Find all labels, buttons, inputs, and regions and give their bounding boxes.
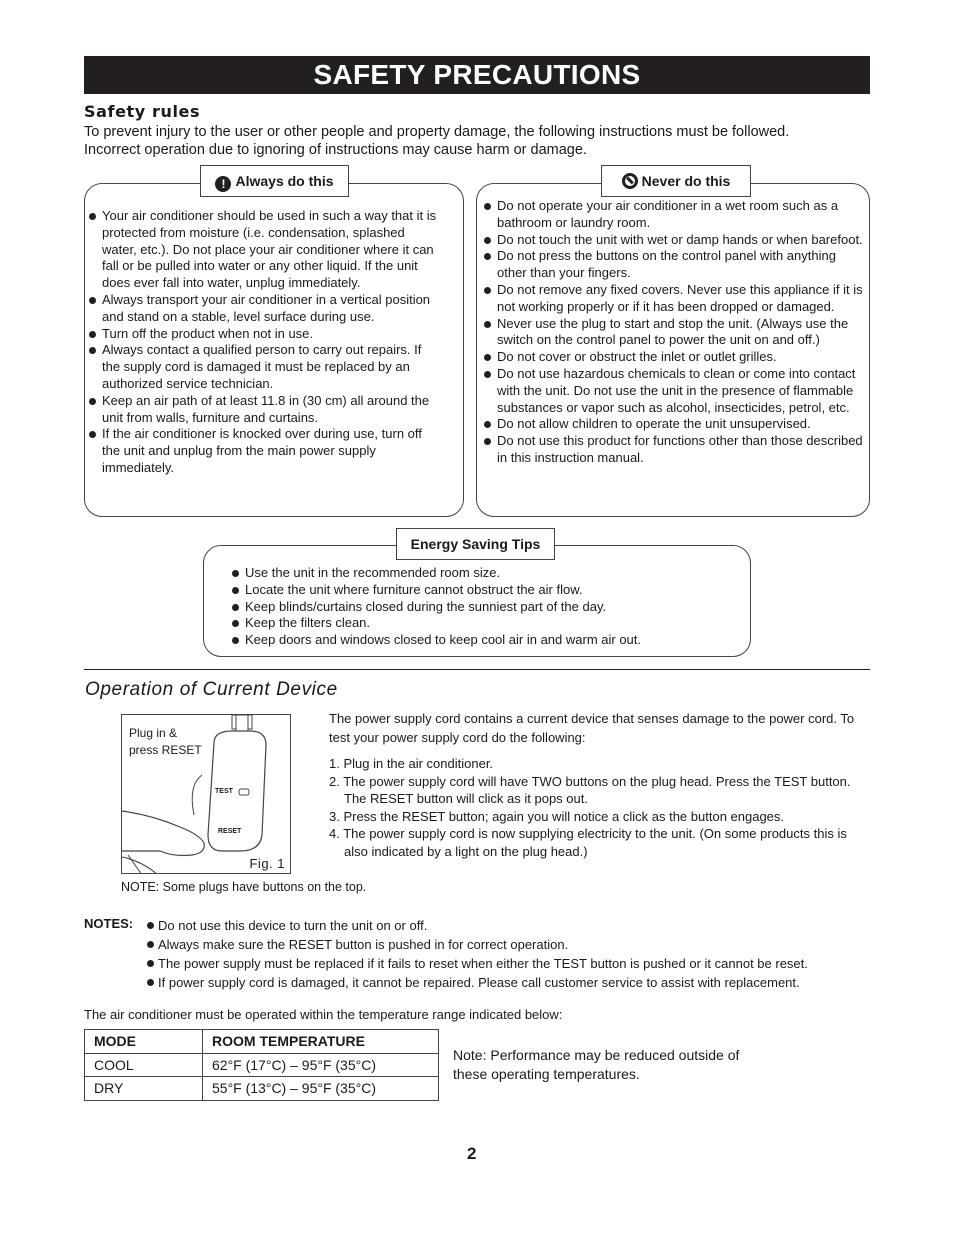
test-button-label: TEST: [215, 788, 233, 795]
list-item: Locate the unit where furniture cannot obstruct the air flow.: [231, 582, 741, 599]
list-item: If the air conditioner is knocked over during use, turn off the unit and unplug from the main power supply immediately.: [88, 426, 438, 476]
list-item: Use the unit in the recommended room size.: [231, 565, 741, 582]
always-do-this-box: [84, 183, 464, 517]
list-item: 4. The power supply cord is now supplying electricity to the unit. (On some products this is also indicated by a light on the plug head.): [329, 826, 847, 859]
table-header-row: [85, 1030, 439, 1054]
always-do-this-label: [200, 165, 349, 197]
plug-figure: [121, 714, 291, 874]
list-item: Do not touch the unit with wet or damp hands or when barefoot.: [483, 232, 869, 249]
list-item: Your air conditioner should be used in such a way that it is protected from moisture (i.e. condensation, splashed water, etc.). Do not place your air conditioner where it can fall or be pulled into water or any other liquid. If the unit does ever fall into water, unplug immediately.: [88, 208, 438, 292]
list-item: Keep the filters clean.: [231, 615, 741, 632]
list-item: The power supply must be replaced if it fails to reset when either the TEST button is pushed or it cannot be reset.: [146, 954, 866, 973]
operation-heading: Operation of Current Device: [85, 679, 338, 700]
list-item: Do not use this device to turn the unit on or off.: [146, 916, 866, 935]
list-item: Turn off the product when not in use.: [88, 326, 438, 343]
operation-description: The power supply cord contains a current device that senses damage to the power cord. To test your power supply cord do the following:: [329, 711, 855, 745]
operation-steps: [329, 755, 869, 860]
list-item: 2. The power supply cord will have TWO buttons on the plug head. Press the TEST button. The RESET button will click as it pops out.: [329, 773, 851, 806]
energy-list: [231, 565, 741, 649]
page-title: SAFETY PRECAUTIONS: [84, 56, 870, 94]
table-row: [85, 1053, 439, 1077]
never-do-this-box: [476, 183, 870, 517]
page-number: 2: [467, 1144, 477, 1163]
list-item: If power supply cord is damaged, it cannot be repaired. Please call customer service to assist with replacement.: [146, 973, 866, 992]
reset-button-label: RESET: [218, 828, 242, 835]
safety-rules-intro: To prevent injury to the user or other people and property damage, the following instructions must be followed. Incorrect operation due to ignoring of instructions may cause harm or damage.: [84, 124, 790, 158]
figure-note: NOTE: Some plugs have buttons on the top.: [121, 880, 367, 894]
never-do-this-label: [601, 165, 751, 197]
safety-rules-heading: Safety rules: [84, 102, 201, 121]
table-cell: 62°F (17°C) – 95°F (35°C): [203, 1053, 439, 1077]
list-item: Always transport your air conditioner in a vertical position and stand on a stable, level surface during use.: [88, 292, 438, 326]
list-item: Do not cover or obstruct the inlet or outlet grilles.: [483, 349, 869, 366]
notes-label: NOTES:: [84, 916, 134, 931]
temperature-table: [84, 1029, 439, 1101]
section-divider: [84, 669, 870, 670]
table-header-cell: ROOM TEMPERATURE: [203, 1030, 439, 1054]
list-item: Keep doors and windows closed to keep cool air in and warm air out.: [231, 632, 741, 649]
energy-saving-box: [203, 545, 751, 657]
energy-saving-label: Energy Saving Tips: [396, 528, 555, 560]
exclamation-icon: !: [215, 176, 231, 192]
list-item: 1. Plug in the air conditioner.: [329, 756, 494, 771]
list-item: 3. Press the RESET button; again you will notice a click as the button engages.: [329, 808, 785, 824]
plug-instruction-label: Plug in & press RESET: [129, 726, 202, 757]
temperature-intro: The air conditioner must be operated within the temperature range indicated below:: [84, 1007, 563, 1022]
figure-caption: Fig. 1: [249, 856, 285, 871]
list-item: Keep blinds/curtains closed during the sunniest part of the day.: [231, 599, 741, 616]
list-item: Always make sure the RESET button is pushed in for correct operation.: [146, 935, 866, 954]
table-cell: DRY: [85, 1077, 203, 1101]
list-item: Do not allow children to operate the unit unsupervised.: [483, 416, 869, 433]
always-label-text: Always do this: [235, 173, 334, 189]
prohibited-icon: [622, 173, 638, 189]
always-list: [88, 208, 438, 477]
notes-list: [146, 916, 866, 992]
table-cell: COOL: [85, 1053, 203, 1077]
list-item: Do not remove any fixed covers. Never use this appliance if it is not working properly or if it has been dropped or damaged.: [483, 282, 869, 316]
list-item: Always contact a qualified person to carry out repairs. If the supply cord is damaged it must be replaced by an authorized service technician.: [88, 342, 438, 392]
table-row: [85, 1077, 439, 1101]
list-item: Do not use this product for functions other than those described in this instruction manual.: [483, 433, 869, 467]
list-item: Do not operate your air conditioner in a wet room such as a bathroom or laundry room.: [483, 198, 869, 232]
list-item: Do not use hazardous chemicals to clean or come into contact with the unit. Do not use the unit in the presence of flammable substances or vapor such as alcohol, insecticides, petrol, etc.: [483, 366, 869, 416]
temperature-note: Note: Performance may be reduced outside of these operating temperatures.: [453, 1047, 740, 1082]
table-header-cell: MODE: [85, 1030, 203, 1054]
never-label-text: Never do this: [641, 173, 731, 189]
list-item: Do not press the buttons on the control panel with anything other than your fingers.: [483, 248, 869, 282]
table-cell: 55°F (13°C) – 95°F (35°C): [203, 1077, 439, 1101]
list-item: Never use the plug to start and stop the unit. (Always use the switch on the control panel to power the unit on and off.): [483, 316, 869, 350]
list-item: Keep an air path of at least 11.8 in (30 cm) all around the unit from walls, furniture and curtains.: [88, 393, 438, 427]
never-list: [483, 198, 869, 467]
